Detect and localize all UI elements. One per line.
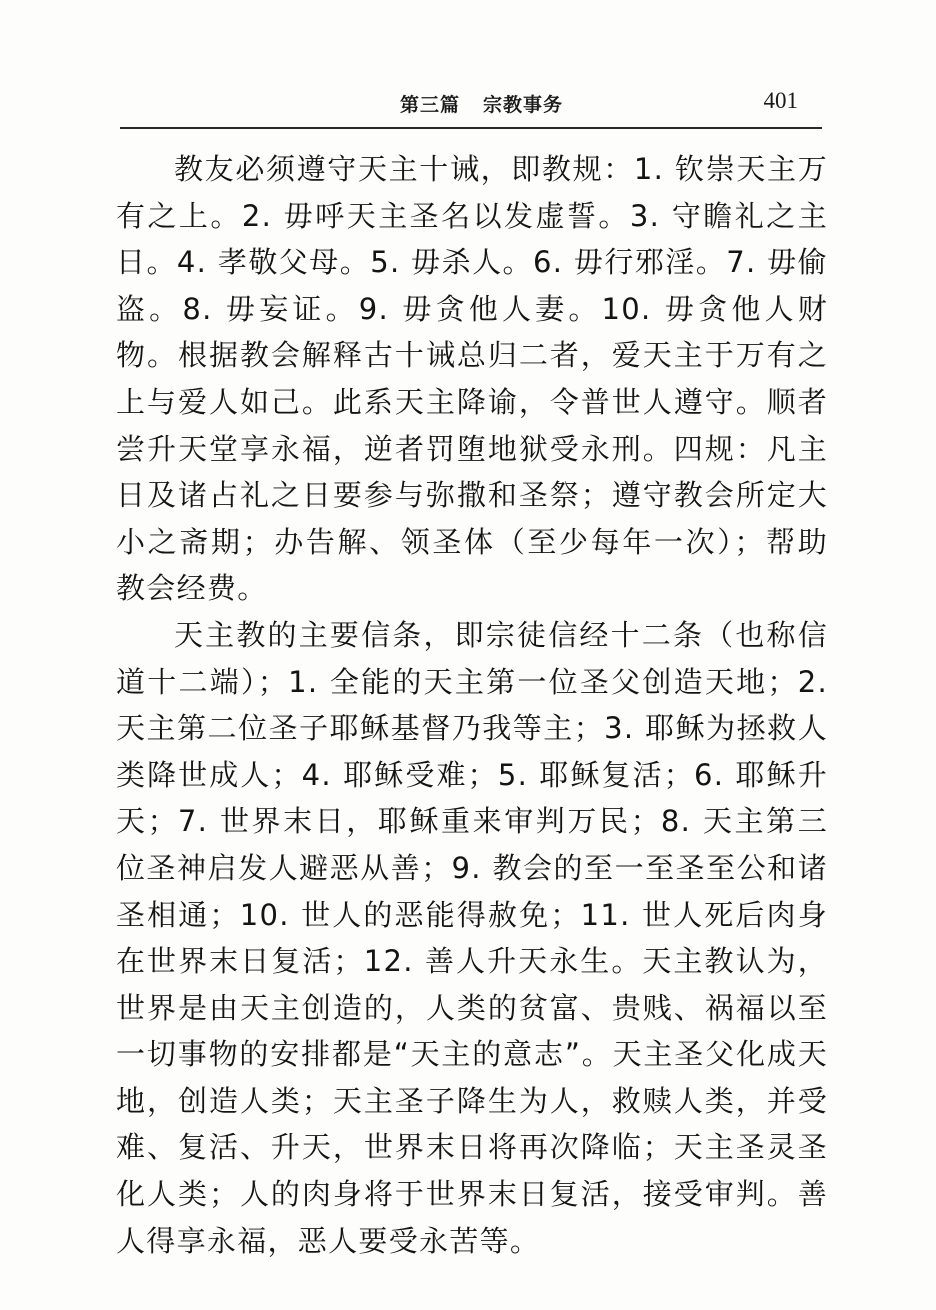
page-number: 401: [763, 88, 798, 113]
part-title: 第三篇: [400, 94, 461, 116]
paragraph-commandments: 教友必须遵守天主十诫，即教规：1. 钦崇天主万有之上。2. 毋呼天主圣名以发虚誓。3. 守瞻礼之主日。4. 孝敬父母。5. 毋杀人。6. 毋行邪淫。7. 毋偷盗。8. 毋妄证。9. 毋贪他人妻。10. 毋贪他人财物。根据教会解释古十诫总归二者，爱天主于万有之上与爱人如己。此系天主降谕，令普世人遵守。顺者尝升天堂享永福，逆者罚堕地狱受永刑。四规：凡主日及诸占礼之日要参与弥撒和圣祭；遵守教会所定大小之斋期；办告解、领圣体（至少每年一次）；帮助教会经费。: [116, 152, 828, 606]
running-header: [118, 88, 824, 124]
section-title: 宗教事务: [483, 94, 564, 116]
header-divider: [120, 127, 822, 129]
paragraph-creed: 天主教的主要信条，即宗徒信经十二条（也称信道十二端）；1. 全能的天主第一位圣父创造天地；2. 天主第二位圣子耶稣基督乃我等主；3. 耶稣为拯救人类降世成人；4. 耶稣受难；5. 耶稣复活；6. 耶稣升天；7. 世界末日，耶稣重来审判万民；8. 天主第三位圣神启发人避恶从善；9. 教会的至一至圣至公和诸圣相通；10. 世人的恶能得赦免；11. 世人死后肉身在世界末日复活；12. 善人升天永生。天主教认为，世界是由天主创造的，人类的贫富、贵贱、祸福以至一切事物的安排都是“天主的意志”。天主圣父化成天地，创造人类；天主圣子降生为人，救赎人类，并受难、复活、升天，世界末日将再次降临；天主圣灵圣化人类；人的肉身将于世界末日复活，接受审判。善人得享永福，恶人要受永苦等。: [116, 617, 828, 1258]
main-text: [116, 146, 828, 1264]
